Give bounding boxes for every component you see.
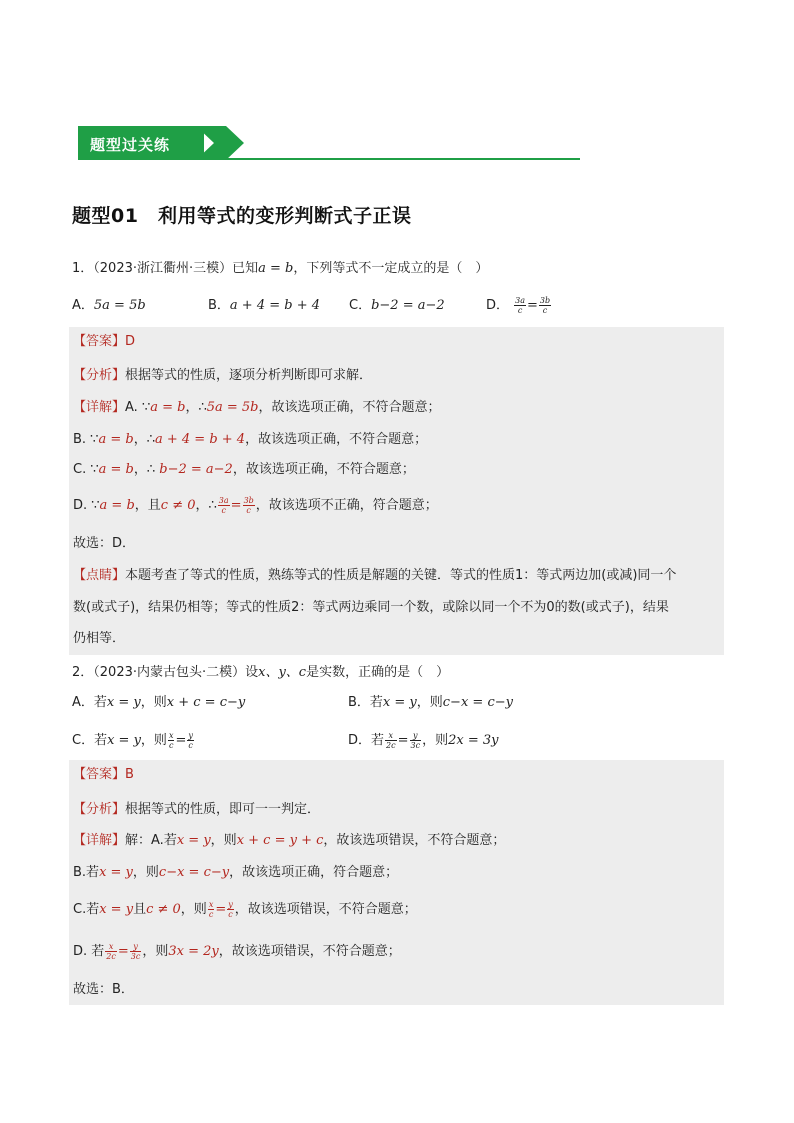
q2-option-b[interactable]: B．若x = y，则c−x = c−y [348,695,513,710]
q1-detail-d: D. ∵a = b，且c ≠ 0，∴ $\frac{3a}{c}$ = $\frac{3b}{c}$ ，故该选项不正确，符合题意； [73,496,438,515]
q1-stem: 1．（2023·浙江衢州·三模）已知a = b，下列等式不一定成立的是（ ） [72,261,489,276]
q2-option-d[interactable]: D．若 $\frac{x}{2c}$ = $\frac{y}{3c}$ ，则2x = 3y [348,731,499,750]
q2-stem: 2．（2023·内蒙古包头·二模）设x、y、c是实数，正确的是（ ） [72,665,450,680]
section-banner [78,126,580,162]
q1-comment-line-1: 【点睛】本题考查了等式的性质，熟练等式的性质是解题的关键．等式的性质1：等式两边加(或减)同一个 [73,568,677,583]
q1-answer: 【答案】D [73,334,136,349]
banner-label: 题型过关练 [90,136,171,154]
q2-option-c[interactable]: C．若x = y，则 $\frac{x}{c}$ = $\frac{y}{c}$ [72,731,193,750]
q1-choice: 故选：D． [73,536,136,551]
q2-detail-b: B.若x = y，则c−x = c−y，故该选项正确，符合题意； [73,865,399,880]
q2-detail-a: 【详解】解：A.若x = y，则x + c = y + c，故该选项错误，不符合题意； [73,833,506,848]
q1-option-d[interactable]: D． $\frac{3a}{c}$ = $\frac{3b}{c}$ [486,296,551,315]
q1-detail-a: 【详解】A. ∵a = b，∴5a = 5b，故该选项正确，不符合题意； [73,400,441,415]
q1-detail-c: C. ∵a = b，∴ b−2 = a−2，故该选项正确，不符合题意； [73,462,415,477]
q2-choice: 故选：B． [73,982,134,997]
q2-option-a[interactable]: A．若x = y，则x + c = c−y [72,695,246,710]
q1-analysis: 【分析】根据等式的性质，逐项分析判断即可求解． [73,368,373,383]
q2-answer: 【答案】B [73,767,134,782]
q2-solution-panel [69,760,724,1005]
q1-option-b[interactable]: B．a + 4 = b + 4 [208,298,321,313]
q2-detail-d: D. 若 $\frac{x}{2c}$ = $\frac{y}{3c}$ ，则3x = 2y，故该选项错误，不符合题意； [73,942,401,961]
banner-stripes-decoration [196,126,326,160]
q1-option-a[interactable]: A．5a = 5b [72,298,146,313]
q1-solution-panel [69,327,724,655]
q2-analysis: 【分析】根据等式的性质，即可一一判定． [73,802,321,817]
q1-option-c[interactable]: C．b−2 = a−2 [349,298,445,313]
page-title: 题型01 利用等式的变形判断式子正误 [72,205,412,227]
q1-comment-line-2: 数(或式子)，结果仍相等；等式的性质2：等式两边乘同一个数，或除以同一个不为0的数(或式子)，结果 [73,600,669,615]
q2-detail-c: C.若x = y且c ≠ 0，则 $\frac{x}{c}$ = $\frac{y}{c}$ ，故该选项错误，不符合题意； [73,900,417,919]
q1-comment-line-3: 仍相等． [73,631,126,646]
banner-underline [78,158,580,160]
q1-detail-b: B. ∵a = b，∴a + 4 = b + 4，故该选项正确，不符合题意； [73,432,428,447]
